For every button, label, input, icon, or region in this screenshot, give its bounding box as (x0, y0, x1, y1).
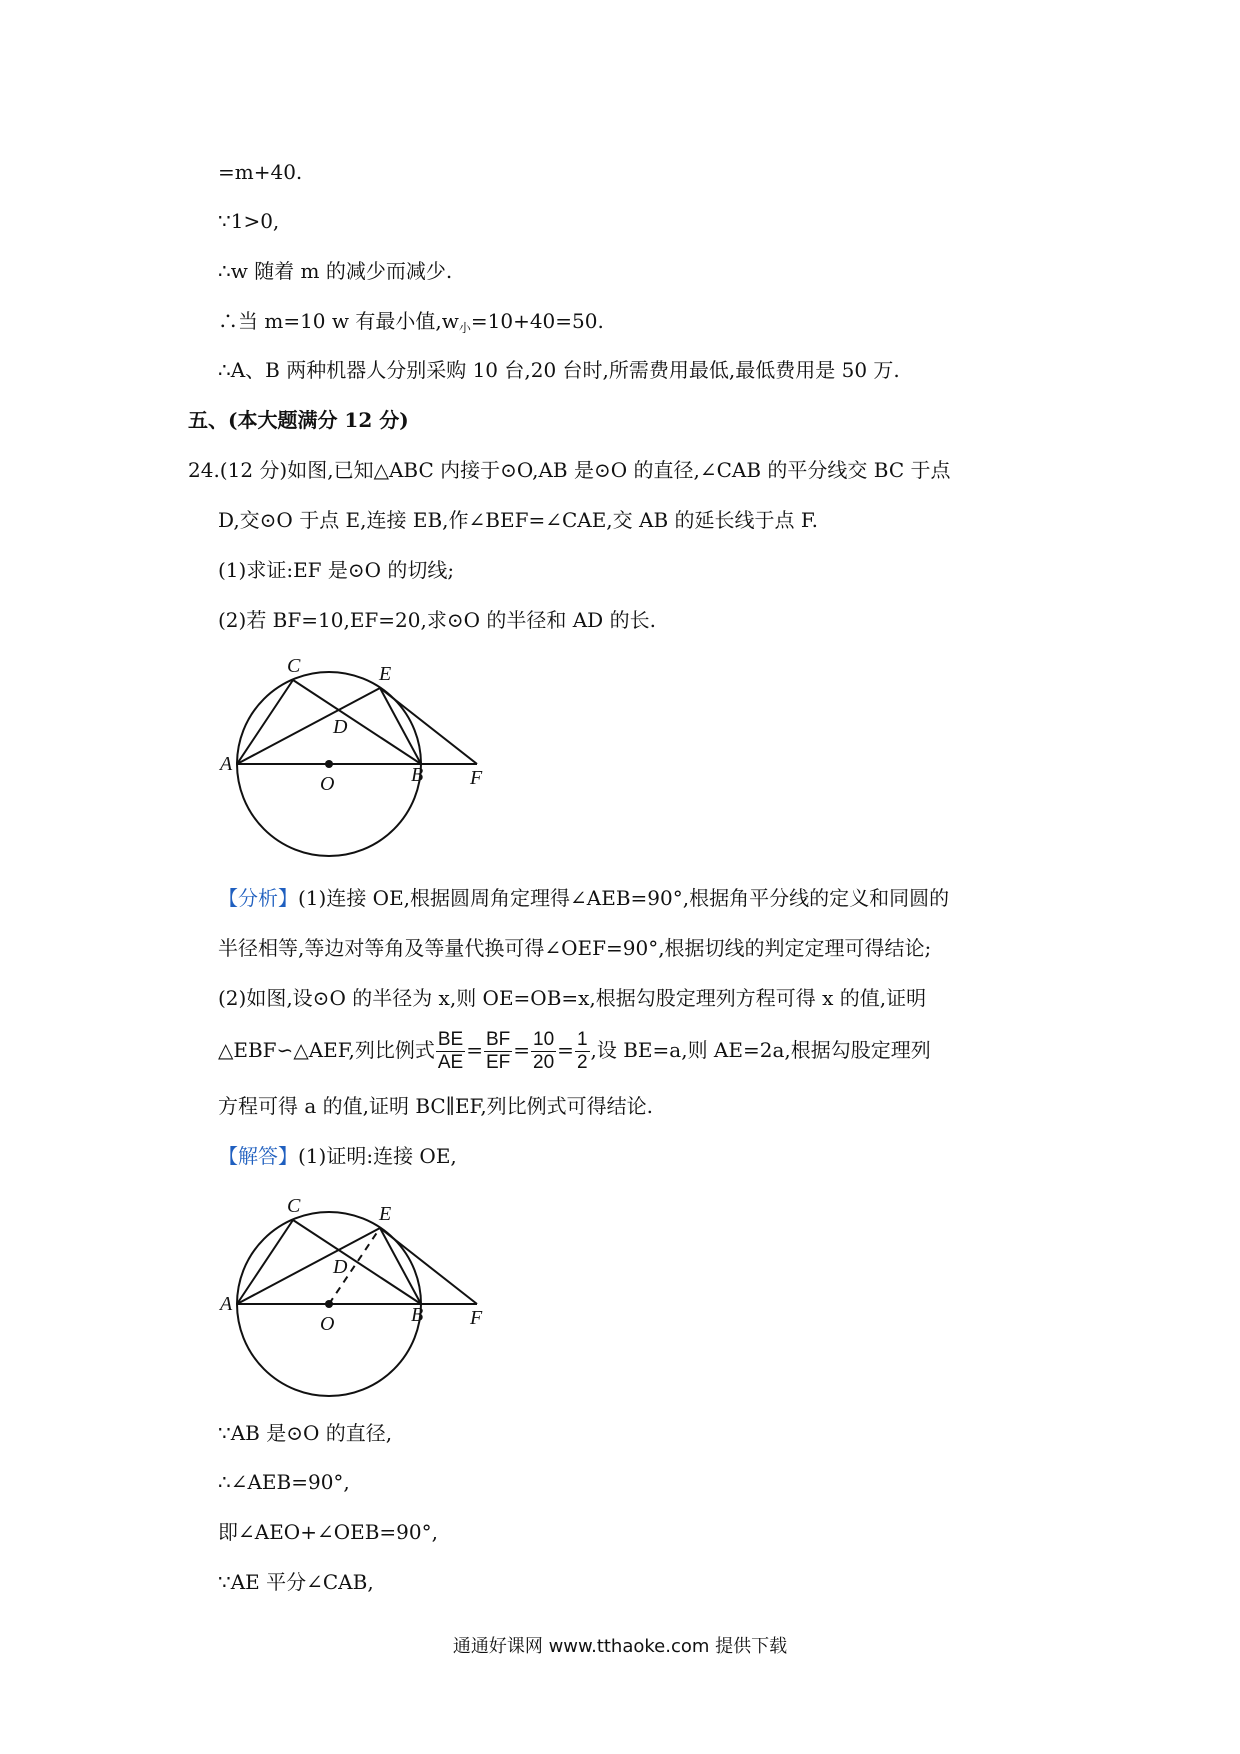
solution-text-1: (1)证明:连接 OE, (298, 1144, 457, 1168)
subscript-min: 小 (458, 321, 471, 335)
fraction-be-ae (436, 1029, 465, 1074)
analysis-line-5: 方程可得 a 的值,证明 BC∥EF,列比例式可得结论. (218, 1094, 654, 1118)
line-ef (380, 1228, 477, 1304)
page-footer: 通通好课网 www.tthaoke.com 提供下载 (452, 1636, 788, 1657)
fraction-1-2 (575, 1029, 590, 1074)
geometry-figure-2 (215, 1190, 495, 1405)
label-a: A (220, 1293, 233, 1315)
solution-line-4: 即∠AEO+∠OEB=90°, (218, 1520, 438, 1544)
analysis-line-1 (218, 884, 949, 912)
equals-sign: = (513, 1038, 531, 1062)
center-point-o (325, 1300, 333, 1308)
text-line-2: ∵1>0, (218, 209, 280, 233)
line-ac (237, 680, 293, 764)
analysis-tag: 【分析】 (218, 886, 298, 910)
label-c: C (287, 1195, 301, 1217)
solution-tag: 【解答】 (218, 1144, 298, 1168)
line-ae (237, 688, 380, 764)
analysis-text-4b: ,设 BE=a,则 AE=2a,根据勾股定理列 (590, 1038, 931, 1062)
fraction-den: 20 (533, 1052, 555, 1073)
label-f: F (470, 1307, 483, 1329)
label-o: O (320, 1313, 335, 1335)
text-line-4 (218, 307, 604, 342)
label-f: F (470, 767, 483, 789)
solution-line-1 (218, 1142, 457, 1170)
text-line-3: ∴w 随着 m 的减少而减少. (218, 259, 453, 283)
analysis-line-2: 半径相等,等边对等角及等量代换可得∠OEF=90°,根据切线的判定定理可得结论; (218, 936, 932, 960)
label-b: B (411, 764, 424, 786)
center-point-o (325, 760, 333, 768)
line-cb (293, 680, 421, 764)
solution-line-2: ∵AB 是⊙O 的直径, (218, 1421, 393, 1445)
analysis-line-4 (218, 1025, 931, 1075)
fraction-num: BE (437, 1029, 464, 1050)
question-line-4: (2)若 BF=10,EF=20,求⊙O 的半径和 AD 的长. (218, 608, 656, 632)
fraction-den: 2 (576, 1052, 588, 1073)
label-c: C (287, 655, 301, 677)
line-eb (380, 1228, 421, 1304)
fraction-den: AE (437, 1052, 464, 1073)
section-heading: 五、(本大题满分 12 分) (188, 408, 409, 432)
label-e: E (379, 1203, 392, 1225)
text-line-4-b: =10+40=50. (470, 309, 604, 333)
fraction-num: 10 (533, 1029, 555, 1050)
question-line-1: 24.(12 分)如图,已知△ABC 内接于⊙O,AB 是⊙O 的直径,∠CAB 的平分线交 BC 于点 (188, 458, 951, 482)
fraction-bf-ef (484, 1029, 512, 1074)
label-o: O (320, 773, 335, 795)
line-ef (380, 688, 477, 764)
text-line-5: ∴A、B 两种机器人分别采购 10 台,20 台时,所需费用最低,最低费用是 50 万. (218, 358, 900, 382)
question-line-2: D,交⊙O 于点 E,连接 EB,作∠BEF=∠CAE,交 AB 的延长线于点 F. (218, 508, 818, 532)
equals-sign: = (557, 1038, 574, 1062)
fraction-num: BF (485, 1029, 511, 1050)
analysis-text-1: (1)连接 OE,根据圆周角定理得∠AEB=90°,根据角平分线的定义和同圆的 (298, 886, 950, 910)
question-line-3: (1)求证:EF 是⊙O 的切线; (218, 558, 455, 582)
equals-sign: = (466, 1038, 483, 1062)
geometry-figure-1 (215, 650, 495, 865)
text-line-4-a: ∴当 m=10 w 有最小值,w (218, 309, 459, 333)
text-line-1: =m+40. (218, 160, 303, 184)
fraction-10-20 (531, 1029, 556, 1074)
label-a: A (220, 753, 233, 775)
solution-line-3: ∴∠AEB=90°, (218, 1470, 350, 1494)
label-d: D (333, 716, 348, 738)
analysis-line-3: (2)如图,设⊙O 的半径为 x,则 OE=OB=x,根据勾股定理列方程可得 x 的值,证明 (218, 986, 927, 1010)
label-e: E (379, 663, 392, 685)
solution-line-5: ∵AE 平分∠CAB, (218, 1570, 374, 1594)
fraction-num: 1 (576, 1029, 588, 1050)
line-ae (237, 1228, 380, 1304)
line-ac (237, 1220, 293, 1304)
fraction-den: EF (485, 1052, 511, 1073)
line-cb (293, 1220, 421, 1304)
label-d: D (333, 1256, 348, 1278)
line-eb (380, 688, 421, 764)
analysis-text-4a: △EBF∽△AEF,列比例式 (218, 1038, 435, 1062)
label-b: B (411, 1304, 424, 1326)
